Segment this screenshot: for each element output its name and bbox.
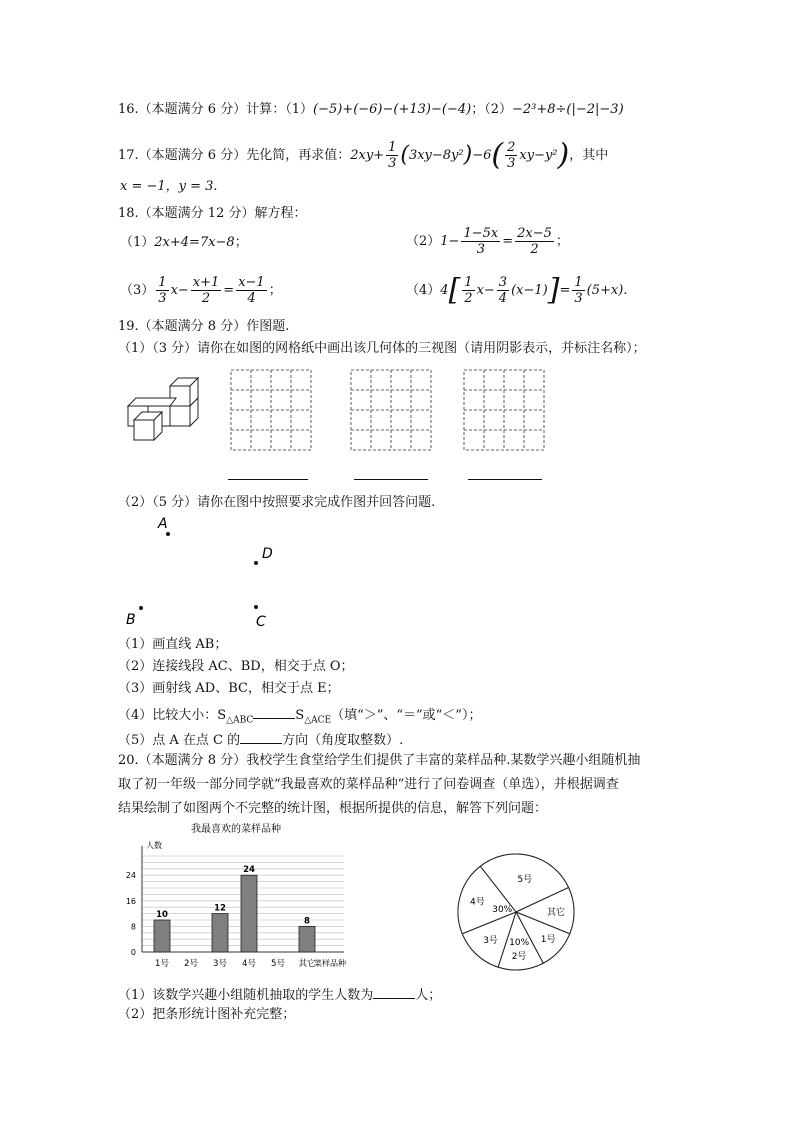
- bar-x-tick: 3号: [213, 959, 227, 969]
- q17-expr: 2xy+ $\frac{1}{3}$ (3xy−8y²)−6( $\frac{2}{3}$ xy−y²): [350, 137, 570, 173]
- q17-head: 17.（本题满分 6 分）先化简，再求值：: [118, 148, 351, 163]
- q19-part2: （2）（5 分）请你在图中按照要求完成作图并回答问题.: [118, 495, 436, 510]
- count-blank[interactable]: [373, 984, 415, 999]
- bar-4: [241, 875, 257, 952]
- pie-label: 3号: [483, 936, 498, 947]
- bar-y-tick: 24: [125, 871, 136, 881]
- pie-chart: [452, 850, 582, 974]
- q18-eq1: （1）2x+4=7x−8；: [120, 235, 248, 250]
- q16-expr2: −2³+8÷(|−2|−3): [511, 102, 624, 117]
- q16-line: 16.（本题满分 6 分）计算：（1）(−5)+(−6)−(+13)−(−4)；（2）−2³+8÷(|−2|−3): [118, 102, 624, 117]
- q18-eq4: （4）4[ $\frac{1}{2}$ x− $\frac{3}{4}$ (x−1)]= $\frac{1}{3}$ (5+x).: [406, 272, 628, 308]
- bar-y-tick: 0: [130, 948, 136, 957]
- view-name-blank-1[interactable]: [228, 479, 308, 480]
- q18-head: 18.（本题满分 12 分）解方程：: [118, 206, 307, 221]
- point-c: [254, 605, 258, 609]
- q19-head: 19.（本题满分 8 分）作图题.: [118, 319, 290, 334]
- q17-values: x = −1，y = 3.: [120, 179, 218, 194]
- bar-value-label: 24: [243, 865, 255, 876]
- bar-chart: [112, 820, 360, 976]
- bar-x-tick: 4号: [242, 959, 256, 969]
- view-name-blank-3[interactable]: [468, 479, 542, 480]
- pie-label: 其它: [546, 908, 566, 918]
- q17-tail: ，其中: [569, 148, 609, 163]
- pie-label: 4号: [469, 897, 485, 908]
- q18-eq3: （3） $\frac{1}{3}$ x− $\frac{x+1}{2}$ = $\frac{x-1}{4}$ ；: [120, 275, 282, 306]
- grid-front-view: [230, 369, 312, 451]
- point-label-d: D: [262, 546, 273, 562]
- q17-line: [118, 137, 609, 173]
- q20-question2: （2）把条形统计图补充完整；: [118, 1007, 296, 1022]
- bar-chart-title: 我最喜欢的菜样品种: [191, 824, 281, 835]
- q18-eq2: （2）1− $\frac{1-5x}{3}$ = $\frac{2x-5}{2}$ ；: [406, 226, 569, 257]
- bar-x-tick: 其它: [298, 959, 316, 969]
- q16-part2-label: （2）: [484, 102, 512, 117]
- grid-left-view: [350, 369, 432, 451]
- bar-x-axis-label: 菜样品种: [314, 959, 346, 968]
- bar-x-tick: 5号: [271, 959, 285, 969]
- point-label-a: A: [158, 516, 168, 532]
- point-d: [254, 561, 258, 565]
- q16-head: 16.（本题满分 6 分）计算：: [118, 102, 286, 117]
- q20-line3: 结果绘制了如图两个不完整的统计图，根据所提供的信息，解答下列问题：: [118, 801, 548, 816]
- pie-label: 1号: [540, 934, 556, 945]
- q16-expr1: (−5)+(−6)−(+13)−(−4): [313, 102, 472, 117]
- point-b: [139, 606, 143, 610]
- q20-line2: 取了初一年级一部分同学就“我最喜欢的菜样品种”进行了问卷调查（单选），并根据调查: [118, 777, 619, 792]
- q20-line1: 20.（本题满分 8 分）我校学生食堂给学生们提供了丰富的菜样品种.某数学兴趣小组随机抽: [118, 753, 641, 768]
- pie-label: 5号: [517, 875, 533, 886]
- point-a: [166, 532, 170, 536]
- q19-step1: （1）画直线 AB；: [118, 637, 228, 652]
- q19-step3: （3）画射线 AD、BC，相交于点 E；: [118, 681, 340, 696]
- bar-y-tick: 8: [130, 922, 136, 932]
- bar-x-tick: 1号: [155, 959, 169, 969]
- cube-figure: [124, 372, 204, 444]
- view-name-blank-2[interactable]: [354, 479, 428, 480]
- q20-question1: （1）该数学兴趣小组随机抽取的学生人数为 人；: [118, 984, 441, 1005]
- bar-y-tick: 16: [125, 896, 136, 906]
- grid-top-view: [463, 369, 545, 451]
- q19-part1: （1）（3 分）请你在如图的网格纸中画出该几何体的三视图（请用阴影表示，并标注名称）；: [118, 341, 646, 356]
- bar-y-axis-label: 人数: [146, 841, 162, 850]
- bar-x-tick: 2号: [184, 959, 198, 969]
- pie-percent-label: 10%: [509, 937, 530, 948]
- bar-value-label: 12: [214, 903, 226, 914]
- bar-6: [299, 926, 315, 952]
- direction-blank[interactable]: [240, 729, 282, 744]
- bar-value-label: 8: [304, 916, 310, 927]
- q16-part1-label: （1）: [285, 102, 313, 117]
- bar-value-label: 10: [156, 910, 168, 920]
- point-label-b: B: [126, 612, 136, 628]
- compare-blank[interactable]: [253, 704, 295, 719]
- bar-3: [212, 914, 228, 952]
- q19-step2: （2）连接线段 AC、BD，相交于点 O；: [118, 659, 354, 674]
- points-figure: [120, 512, 290, 632]
- pie-percent-label: 30%: [492, 905, 513, 916]
- q19-step5: （5）点 A 在点 C 的 方向（角度取整数）.: [118, 729, 403, 750]
- bar-1: [154, 920, 170, 952]
- pie-label: 2号: [511, 951, 527, 962]
- q19-step4: （4）比较大小：$S_{\triangle ABC}$ $S_{\triangle ACE}$（填“＞”、“＝”或“＜”）；: [118, 704, 481, 730]
- point-label-c: C: [256, 614, 266, 630]
